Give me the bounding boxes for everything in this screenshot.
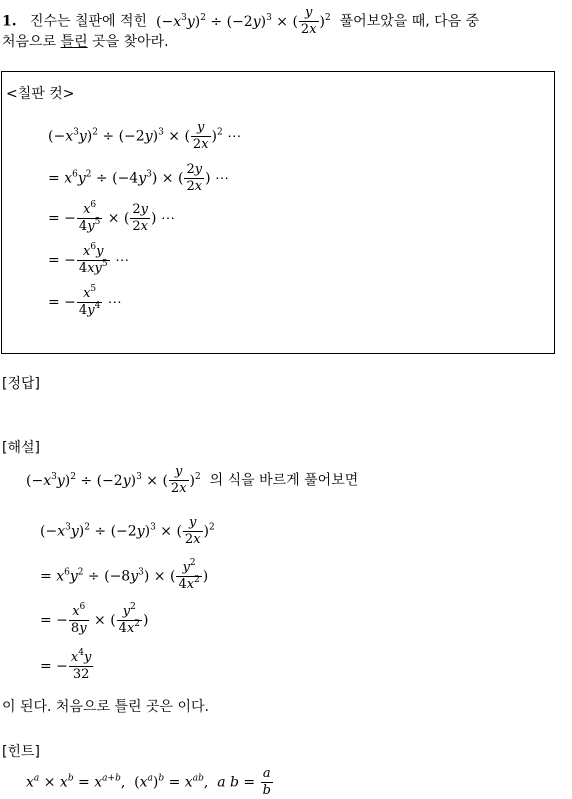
solution-step-2: = $x^6y^2 \div (-8y^3)$ × ( $\frac{y^2}{4x^2}$ ) <box>40 558 209 592</box>
board-step-1: $(-x^3y)^2 \div (-2y)^3$ × ( $\frac{y}{2x}$ )$^2$ ⋯ <box>48 120 242 152</box>
board-step-3: = − $\frac{x^6}{4y^5}$ × ( $\frac{2y}{2x}$ ) ⋯ <box>48 200 175 234</box>
solution-step-4: = − $\frac{x^4y}{32}$ <box>40 648 92 682</box>
solution-step-1: $(-x^3y)^2 \div (-2y)^3$ × ( $\frac{y}{2x}$ )$^2$ <box>40 515 215 547</box>
solution-conclusion: 이 된다. 처음으로 틀린 곳은 이다. <box>2 699 209 715</box>
question-after-expression: 풀어보았을 때, 다음 중 <box>339 13 480 30</box>
question-number: 1. <box>2 13 17 30</box>
board-title: <칠판 컷> <box>6 86 75 102</box>
question-line-2: 처음으로 틀린 곳을 찾아라. <box>2 34 169 50</box>
question-intro: 진수는 칠판에 적힌 <box>29 13 148 30</box>
answer-label: [정답] <box>2 376 40 392</box>
blackboard-box <box>1 71 555 354</box>
board-step-2: = $x^6y^2 \div (-4y^3)$ × ( $\frac{2y}{2x}$ ) ⋯ <box>48 162 229 194</box>
question-expression: $(-x^3y)^2 \div (-2y)^3$ × ( $\frac{y}{2x}$ )$^2$ <box>155 5 331 37</box>
underlined-word: 틀린 <box>60 34 88 50</box>
board-step-5: = − $\frac{x^5}{4y^4}$ ⋯ <box>48 284 122 318</box>
solution-label: [해설] <box>2 440 40 456</box>
hint-label: [힌트] <box>2 744 40 760</box>
hint-formula: $x^a \times x^b = x^{a+b}$, $(x^a)^b = x^{ab}$, a b = $\frac{a}{b}$ <box>26 766 271 798</box>
board-step-4: = − $\frac{x^6y}{4xy^5}$ ⋯ <box>48 242 130 276</box>
solution-lead: $(-x^3y)^2 \div (-2y)^3$ × ( $\frac{y}{2x}$ )$^2$ 의 식을 바르게 풀어보면 <box>26 464 359 496</box>
solution-step-3: = − $\frac{x^6}{8y}$ × ( $\frac{y^2}{4x^2}$ ) <box>40 602 149 636</box>
